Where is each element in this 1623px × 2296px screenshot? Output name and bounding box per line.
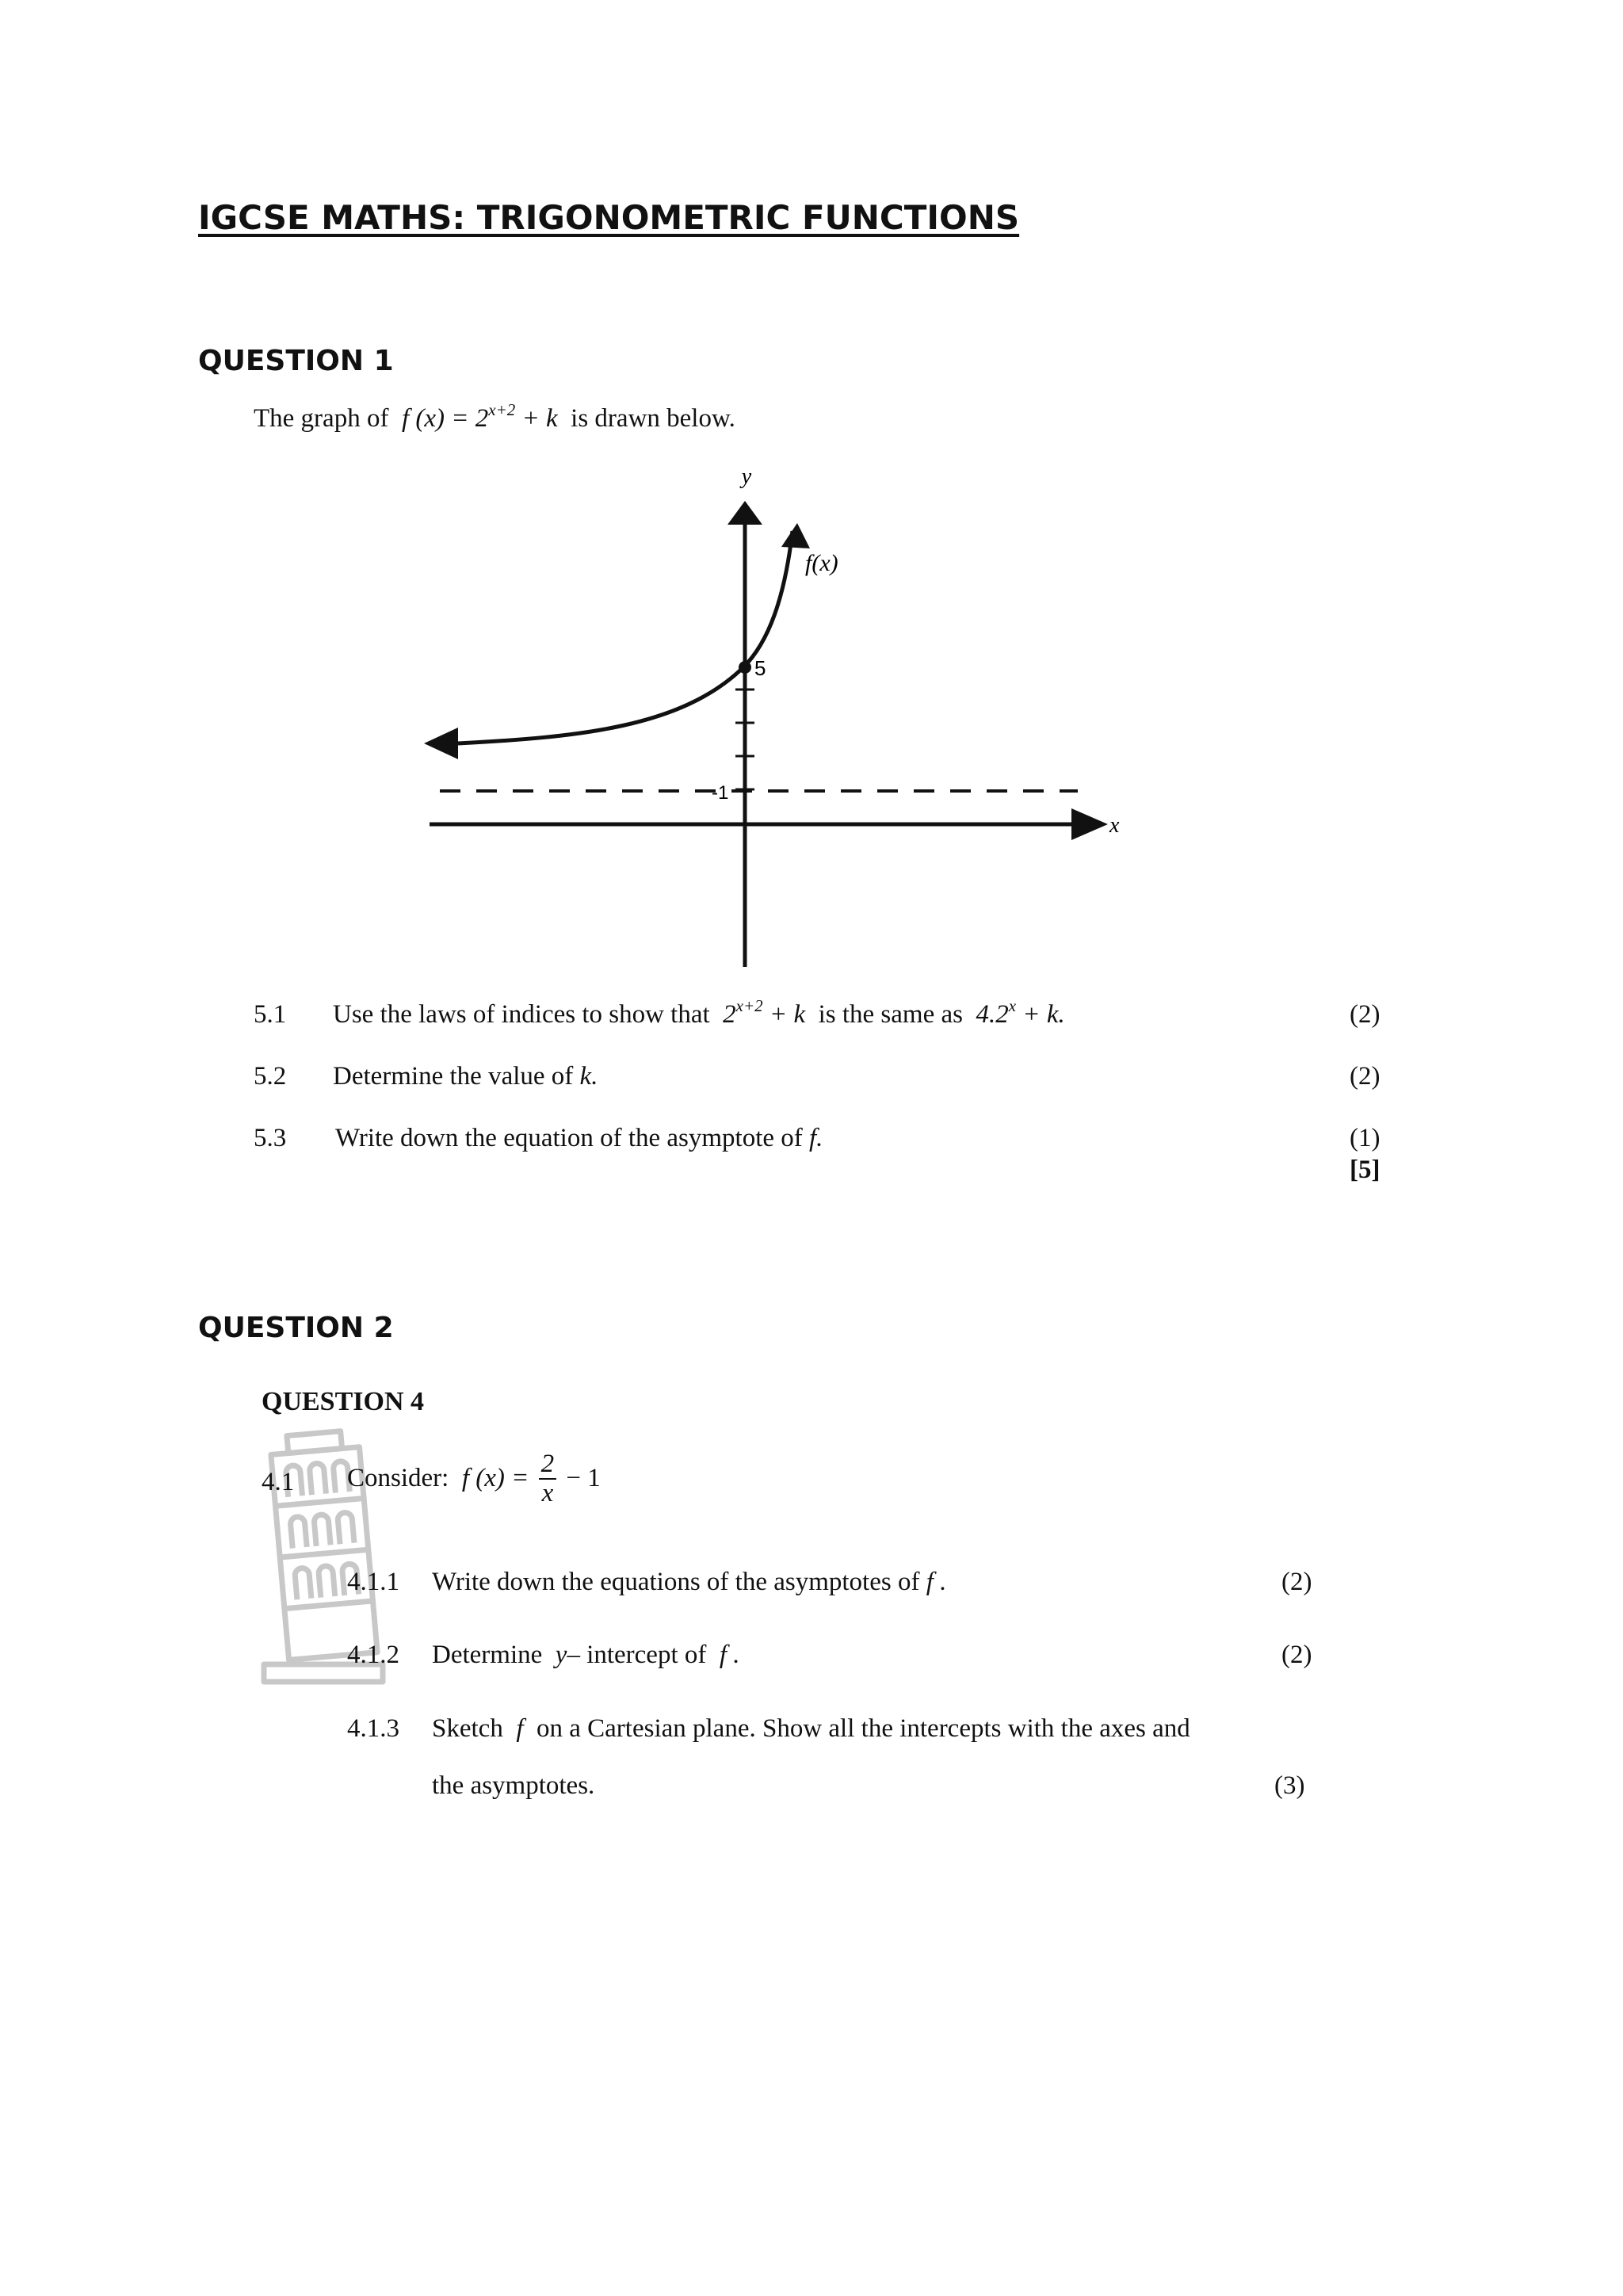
item-4-1-1-mark: (2) [1281,1568,1312,1596]
item-5-1-number: 5.1 [254,1000,287,1029]
curve-f [458,531,792,743]
item-5-3-number: 5.3 [254,1124,287,1152]
item-5-1-mark: (2) [1350,1000,1381,1029]
part-4-1-consider: Consider: f (x) = $\frac{2}{x}$ − 1 [347,1450,601,1507]
item-5-3-text: Write down the equation of the asymptote of f. [335,1124,823,1152]
item-5-2-mark: (2) [1350,1062,1381,1091]
question-4-heading: QUESTION 4 [262,1387,424,1416]
item-4-1-1-text: Write down the equations of the asymptotes of f . [432,1568,947,1596]
item-4-1-2-number: 4.1.2 [347,1641,399,1669]
question-1-heading: QUESTION 1 [198,345,394,377]
item-5-2-number: 5.2 [254,1062,287,1091]
item-4-1-3-mark: (3) [1274,1771,1305,1800]
y-intercept-label: 5 [754,656,766,680]
curve-left-arrow [424,728,458,759]
intro-text: The graph of [254,404,389,433]
item-5-3-mark: (1) [1350,1124,1381,1152]
y-axis-arrow [727,501,762,525]
asymptote-label: -1 [712,782,729,804]
item-5-1-text: Use the laws of indices to show that $2^{x+2} + k$ is the same as $4.2^x + k$. [333,996,1065,1029]
question-1-intro [254,400,735,434]
x-axis-arrow [1071,808,1108,840]
item-4-1-2-text: Determine y– intercept of f . [432,1641,740,1669]
intro-function: f $(x) = 2^{x+2} + k$ [401,400,558,433]
item-5-2-text: Determine the value of k. [333,1062,598,1091]
question-2-heading: QUESTION 2 [198,1312,394,1344]
curve-top-arrow [781,523,810,548]
fraction-2-over-x: $\frac{2}{x}$ [539,1450,557,1507]
item-4-1-3-number: 4.1.3 [347,1714,399,1743]
item-4-1-3-text-line2: the asymptotes. [432,1771,595,1800]
part-4-1-number: 4.1 [262,1468,295,1496]
item-4-1-3-text: Sketch f on a Cartesian plane. Show all the intercepts with the axes and [432,1714,1190,1743]
intro-tail: is drawn below. [571,404,735,433]
page-title: IGCSE MATHS: TRIGONOMETRIC FUNCTIONS [198,198,1020,237]
y-axis-label: y [741,464,752,489]
question-1-total: [5] [1350,1156,1381,1184]
item-4-1-1-number: 4.1.1 [347,1568,399,1596]
curve-label: f(x) [805,550,838,576]
exponential-graph [396,460,1157,983]
item-4-1-2-mark: (2) [1281,1641,1312,1669]
x-axis-label: x [1109,813,1120,838]
y-intercept-point [739,661,751,674]
